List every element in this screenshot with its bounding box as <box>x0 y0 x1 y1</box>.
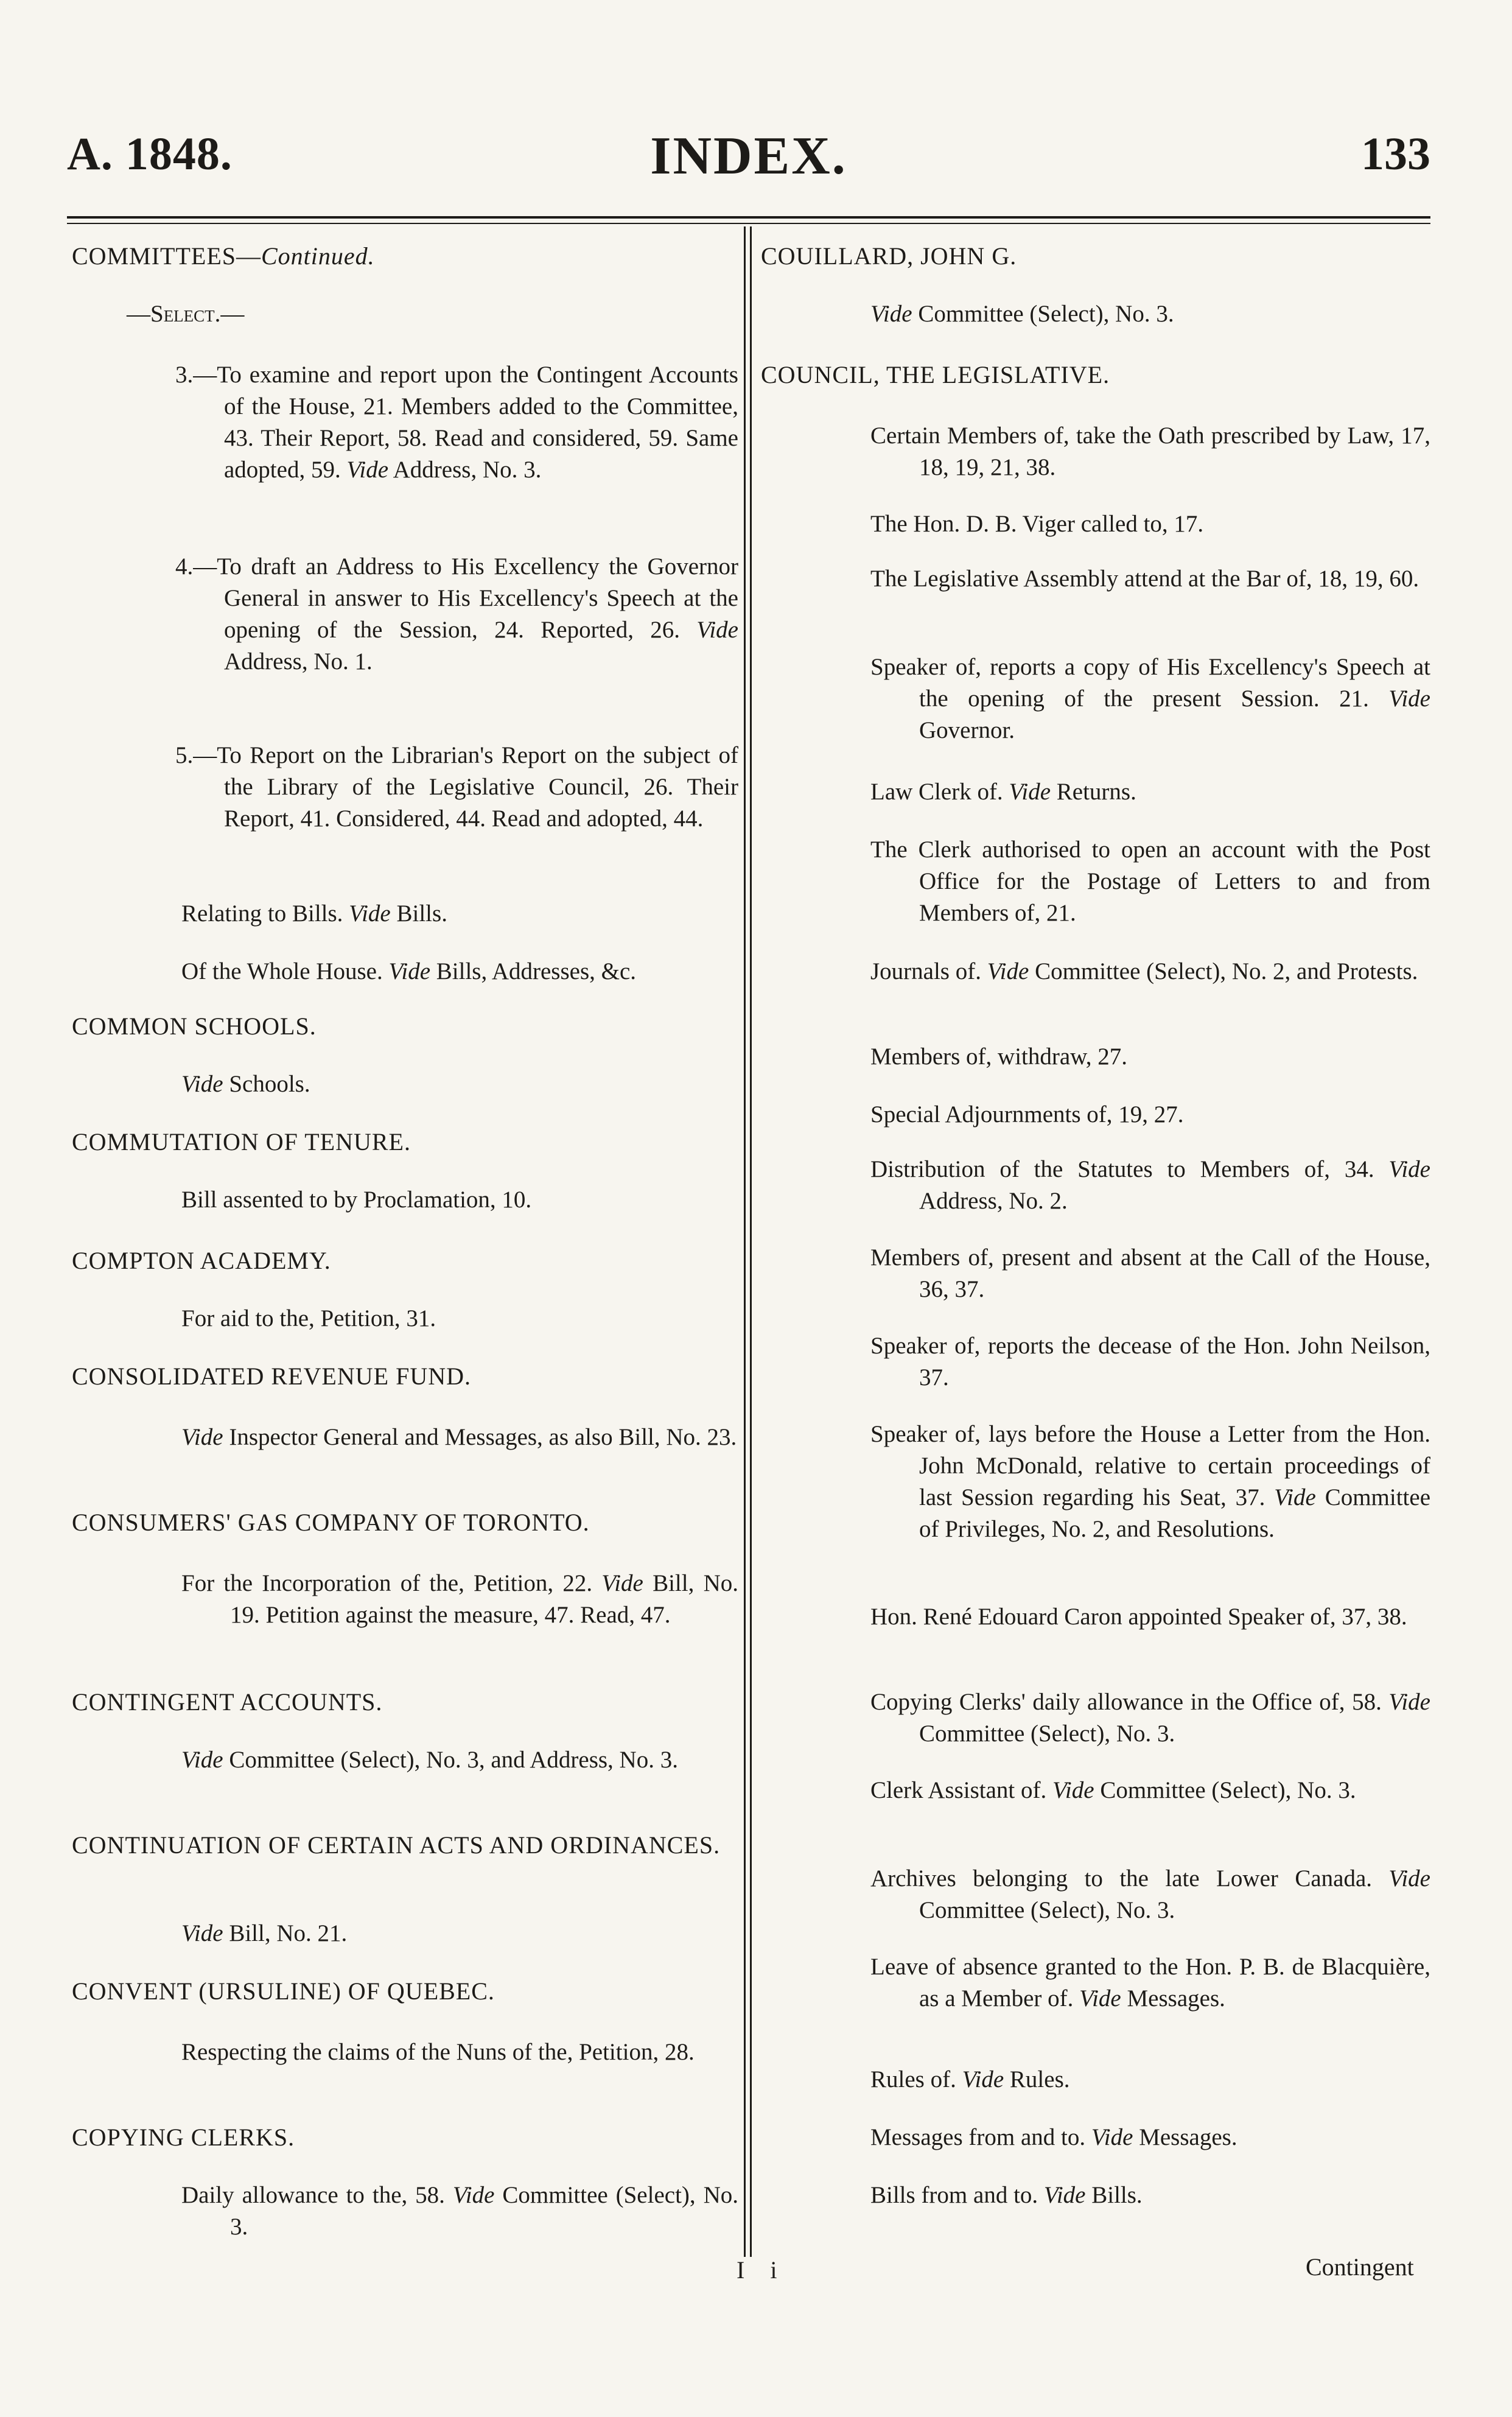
column-divider-inner <box>750 226 752 2257</box>
header-title: INDEX. <box>650 127 847 186</box>
index-entry: Certain Members of, take the Oath prescribed by Law, 17, 18, 19, 21, 38. <box>870 423 1430 480</box>
index-heading: COUNCIL, THE LEGISLATIVE. <box>761 361 1110 388</box>
index-heading: CONSUMERS' GAS COMPANY OF TORONTO. <box>72 1509 590 1536</box>
index-heading: COMPTON ACADEMY. <box>72 1247 331 1274</box>
index-entry: Rules of. Vide Rules. <box>870 2066 1070 2093</box>
index-heading: CONVENT (URSULINE) OF QUEBEC. <box>72 1977 495 2005</box>
index-heading: CONSOLIDATED REVENUE FUND. <box>72 1363 471 1390</box>
index-heading: COMMITTEES—Continued. <box>72 242 375 270</box>
index-entry: Journals of. Vide Committee (Select), No. 2, and Protests. <box>870 958 1418 984</box>
index-entry: Daily allowance to the, 58. Vide Committee (Select), No. 3. <box>181 2182 738 2240</box>
index-entry: Hon. René Edouard Caron appointed Speaker of, 37, 38. <box>870 1604 1407 1630</box>
index-entry: Vide Committee (Select), No. 3. <box>870 301 1174 327</box>
index-entry: Speaker of, reports a copy of His Excellency's Speech at the opening of the present Session. 21. Vide Governor. <box>870 654 1430 743</box>
index-entry: 5.—To Report on the Librarian's Report on the subject of the Library of the Legislative Council, 26. Their Report, 41. Considered, 44. Read and adopted, 44. <box>175 742 738 832</box>
page-header <box>67 128 1430 201</box>
index-entry: Leave of absence granted to the Hon. P. B. de Blacquière, as a Member of. Vide Messages. <box>870 1954 1430 2012</box>
index-entry: Bills from and to. Vide Bills. <box>870 2182 1143 2208</box>
index-entry: 4.—To draft an Address to His Excellency the Governor General in answer to His Excellency's Speech at the opening of the Session, 24. Reported, 26. Vide Address, No. 1. <box>175 553 738 675</box>
index-entry: Speaker of, lays before the House a Letter from the Hon. John McDonald, relative to certain proceedings of last Session regarding his Seat, 37. Vide Committee of Privileges, No. 2, and Resolutions. <box>870 1421 1431 1542</box>
index-entry: The Legislative Assembly attend at the Bar of, 18, 19, 60. <box>870 566 1419 592</box>
index-entry: Archives belonging to the late Lower Canada. Vide Committee (Select), No. 3. <box>870 1865 1430 1923</box>
index-entry: Vide Bill, No. 21. <box>181 1920 348 1946</box>
index-entry: Respecting the claims of the Nuns of the, Petition, 28. <box>181 2039 695 2065</box>
index-entry: Copying Clerks' daily allowance in the Office of, 58. Vide Committee (Select), No. 3. <box>870 1689 1430 1747</box>
index-entry: The Clerk authorised to open an account with the Post Office for the Postage of Letters to and from Members of, 21. <box>870 837 1430 926</box>
index-entry: Of the Whole House. Vide Bills, Addresses, &c. <box>181 958 637 984</box>
index-entry: Bill assented to by Proclamation, 10. <box>181 1187 532 1213</box>
page-number: 133 <box>1361 128 1430 180</box>
index-heading: COMMON SCHOOLS. <box>72 1012 317 1040</box>
index-heading: CONTINGENT ACCOUNTS. <box>72 1688 383 1716</box>
index-heading: COUILLARD, JOHN G. <box>761 242 1017 270</box>
index-heading: COPYING CLERKS. <box>72 2124 295 2151</box>
signature-mark: I i <box>737 2256 787 2284</box>
index-entry: Distribution of the Statutes to Members of, 34. Vide Address, No. 2. <box>870 1156 1430 1214</box>
index-entry: Relating to Bills. Vide Bills. <box>181 900 447 927</box>
index-entry: Members of, withdraw, 27. <box>870 1044 1128 1070</box>
index-entry: For the Incorporation of the, Petition, 22. Vide Bill, No. 19. Petition against the measure, 47. Read, 47. <box>181 1570 738 1628</box>
header-year: A. 1848. <box>67 128 233 180</box>
index-entry: Clerk Assistant of. Vide Committee (Select), No. 3. <box>870 1777 1356 1803</box>
index-entry: Special Adjournments of, 19, 27. <box>870 1101 1184 1128</box>
index-heading: CONTINUATION OF CERTAIN ACTS AND ORDINANCES. <box>72 1831 721 1859</box>
header-rule <box>67 216 1430 219</box>
index-heading: COMMUTATION OF TENURE. <box>72 1128 411 1156</box>
index-entry: Law Clerk of. Vide Returns. <box>870 779 1136 805</box>
index-entry: The Hon. D. B. Viger called to, 17. <box>870 511 1204 537</box>
index-entry: For aid to the, Petition, 31. <box>181 1305 436 1331</box>
header-rule-thin <box>67 223 1430 224</box>
index-entry: Speaker of, reports the decease of the Hon. John Neilson, 37. <box>870 1333 1430 1391</box>
index-entry: Vide Committee (Select), No. 3, and Address, No. 3. <box>181 1747 678 1773</box>
index-subheading: —Select.— <box>127 301 245 327</box>
index-entry: Vide Schools. <box>181 1071 310 1097</box>
index-entry: Vide Inspector General and Messages, as also Bill, No. 23. <box>181 1424 737 1450</box>
catchword: Contingent <box>1306 2253 1414 2281</box>
column-divider <box>744 226 746 2257</box>
index-entry: 3.—To examine and report upon the Contingent Accounts of the House, 21. Members added to the Committee, 43. Their Report, 58. Read and considered, 59. Same adopted, 59. Vide Address, No. 3. <box>175 362 738 483</box>
index-entry: Members of, present and absent at the Call of the House, 36, 37. <box>870 1244 1430 1302</box>
index-entry: Messages from and to. Vide Messages. <box>870 2124 1237 2150</box>
